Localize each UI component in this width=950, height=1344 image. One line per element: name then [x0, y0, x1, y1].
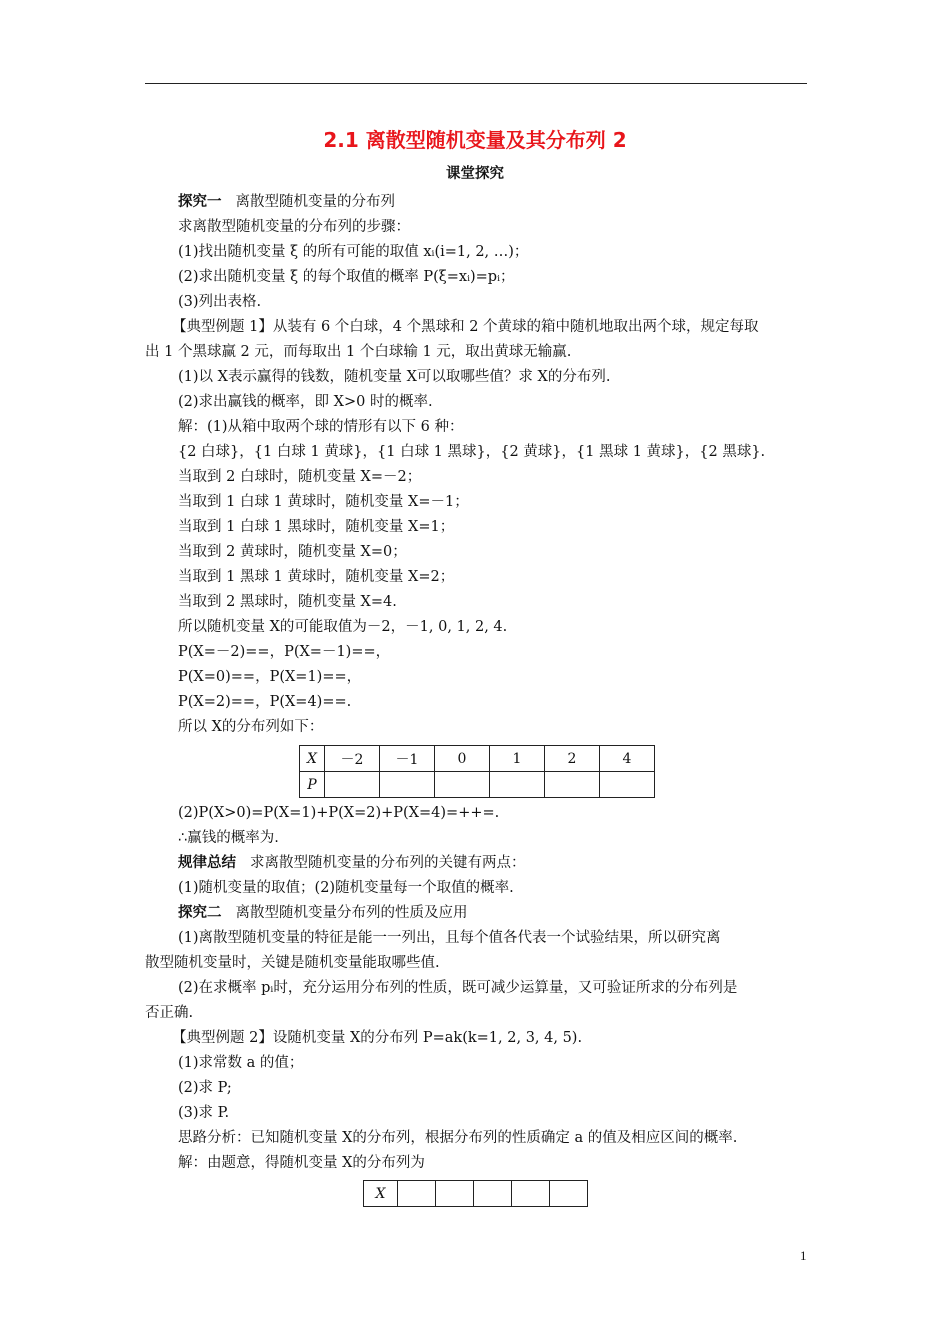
example2-q2: (2)求 P;: [178, 1080, 232, 1096]
example2-q1: (1)求常数 a 的值；: [178, 1055, 304, 1071]
example1-case-5: 当取到 1 黑球 1 黄球时，随机变量 X=2；: [178, 569, 455, 585]
table-cell: [380, 772, 435, 798]
part2-p1-line2: 散型随机变量时，关键是随机变量能取哪些值.: [145, 955, 440, 971]
table-cell: [435, 772, 490, 798]
step-2: (2)求出随机变量 ξ 的每个取值的概率 P(ξ=xᵢ)=pᵢ；: [178, 269, 515, 285]
example1-table-intro: 所以 X的分布列如下：: [178, 719, 324, 735]
example1-case-6: 当取到 2 黑球时，随机变量 X=4.: [178, 594, 397, 610]
summary-points: (1)随机变量的取值；(2)随机变量每一个取值的概率.: [178, 880, 514, 896]
part1-heading: [178, 192, 395, 212]
part2-p2-line2: 否正确.: [145, 1005, 194, 1021]
table-cell: 4: [600, 746, 655, 772]
table-cell: －2: [325, 746, 380, 772]
table-cell: [545, 772, 600, 798]
example1-values: 所以随机变量 X的可能取值为－2，－1, 0, 1, 2, 4.: [178, 619, 508, 635]
example1-q1: (1)以 X表示赢得的钱数，随机变量 X可以取哪些值？求 X的分布列.: [178, 369, 611, 385]
example1-prob-1: P(X=－2)==，P(X=－1)==，: [178, 644, 391, 660]
table-cell: [490, 772, 545, 798]
example2-q3: (3)求 P.: [178, 1105, 230, 1121]
table-cell: －1: [380, 746, 435, 772]
step-1: (1)找出随机变量 ξ 的所有可能的取值 xᵢ(i=1, 2, …)；: [178, 244, 529, 260]
table-cell: [512, 1181, 550, 1207]
example1-sol1: 解：(1)从箱中取两个球的情形有以下 6 种：: [178, 419, 464, 435]
part2-heading-text: 离散型随机变量分布列的性质及应用: [235, 905, 468, 921]
table-cell: X: [364, 1181, 398, 1207]
summary-text: 求离散型随机变量的分布列的关键有两点：: [250, 855, 526, 871]
example1-sol2: (2)P(X>0)=P(X=1)+P(X=2)+P(X=4)=++=.: [178, 805, 500, 821]
example2-analysis: 思路分析：已知随机变量 X的分布列，根据分布列的性质确定 a 的值及相应区间的概率.: [178, 1130, 738, 1146]
table-cell: 1: [490, 746, 545, 772]
table-cell: 0: [435, 746, 490, 772]
steps-intro: 求离散型随机变量的分布列的步骤：: [178, 219, 410, 235]
example1-line2: 出 1 个黑球赢 2 元，而每取出 1 个白球输 1 元，取出黄球无输赢.: [145, 344, 572, 360]
example1-prob-3: P(X=2)==，P(X=4)==.: [178, 694, 352, 710]
part2-heading: [178, 903, 468, 923]
table-cell: X: [300, 746, 325, 772]
part1-heading-text: 离散型随机变量的分布列: [235, 194, 395, 210]
part1-heading-label: 探究一: [178, 194, 222, 210]
table-row: [300, 772, 655, 798]
example1-cases: {2 白球}，{1 白球 1 黄球}，{1 白球 1 黑球}，{2 黄球}，{1 黑球 1 黄球}，{2 黑球}.: [178, 444, 766, 460]
example1-prob-2: P(X=0)==，P(X=1)==，: [178, 669, 362, 685]
example1-case-2: 当取到 1 白球 1 黄球时，随机变量 X=－1；: [178, 494, 469, 510]
table-cell: [550, 1181, 588, 1207]
page-title: 2.1 离散型随机变量及其分布列 2: [323, 128, 627, 152]
example2-solution: 解：由题意，得随机变量 X的分布列为: [178, 1155, 425, 1171]
summary: [178, 853, 526, 873]
table-cell: [325, 772, 380, 798]
table-cell: [436, 1181, 474, 1207]
table-cell: [398, 1181, 436, 1207]
example1-q2: (2)求出赢钱的概率，即 X>0 时的概率.: [178, 394, 433, 410]
example1-line1: 【典型例题 1】从装有 6 个白球，4 个黑球和 2 个黄球的箱中随机地取出两个球，规定每取: [172, 319, 759, 335]
example1-case-3: 当取到 1 白球 1 黑球时，随机变量 X=1；: [178, 519, 455, 535]
summary-heading: 规律总结: [178, 855, 236, 871]
example1-case-1: 当取到 2 白球时，随机变量 X=－2；: [178, 469, 422, 485]
table-cell: [600, 772, 655, 798]
part2-p2-line1: (2)在求概率 pᵢ时，充分运用分布列的性质，既可减少运算量，又可验证所求的分布列是: [178, 980, 738, 996]
step-3: (3)列出表格.: [178, 294, 262, 310]
distribution-table-1: [299, 745, 655, 798]
page-number: 1: [800, 1248, 807, 1263]
header-rule: [145, 83, 807, 84]
example1-case-4: 当取到 2 黄球时，随机变量 X=0；: [178, 544, 407, 560]
example2-intro: 【典型例题 2】设随机变量 X的分布列 P=ak(k=1, 2, 3, 4, 5).: [172, 1030, 583, 1046]
table-cell: 2: [545, 746, 600, 772]
table-row: [364, 1181, 588, 1207]
table-cell: P: [300, 772, 325, 798]
section-title: 课堂探究: [446, 166, 504, 182]
example1-conclusion: ∴赢钱的概率为.: [178, 830, 279, 846]
table-row: [300, 746, 655, 772]
part2-heading-label: 探究二: [178, 905, 222, 921]
distribution-table-2: [363, 1180, 588, 1207]
table-cell: [474, 1181, 512, 1207]
part2-p1-line1: (1)离散型随机变量的特征是能一一列出，且每个值各代表一个试验结果，所以研究离: [178, 930, 721, 946]
